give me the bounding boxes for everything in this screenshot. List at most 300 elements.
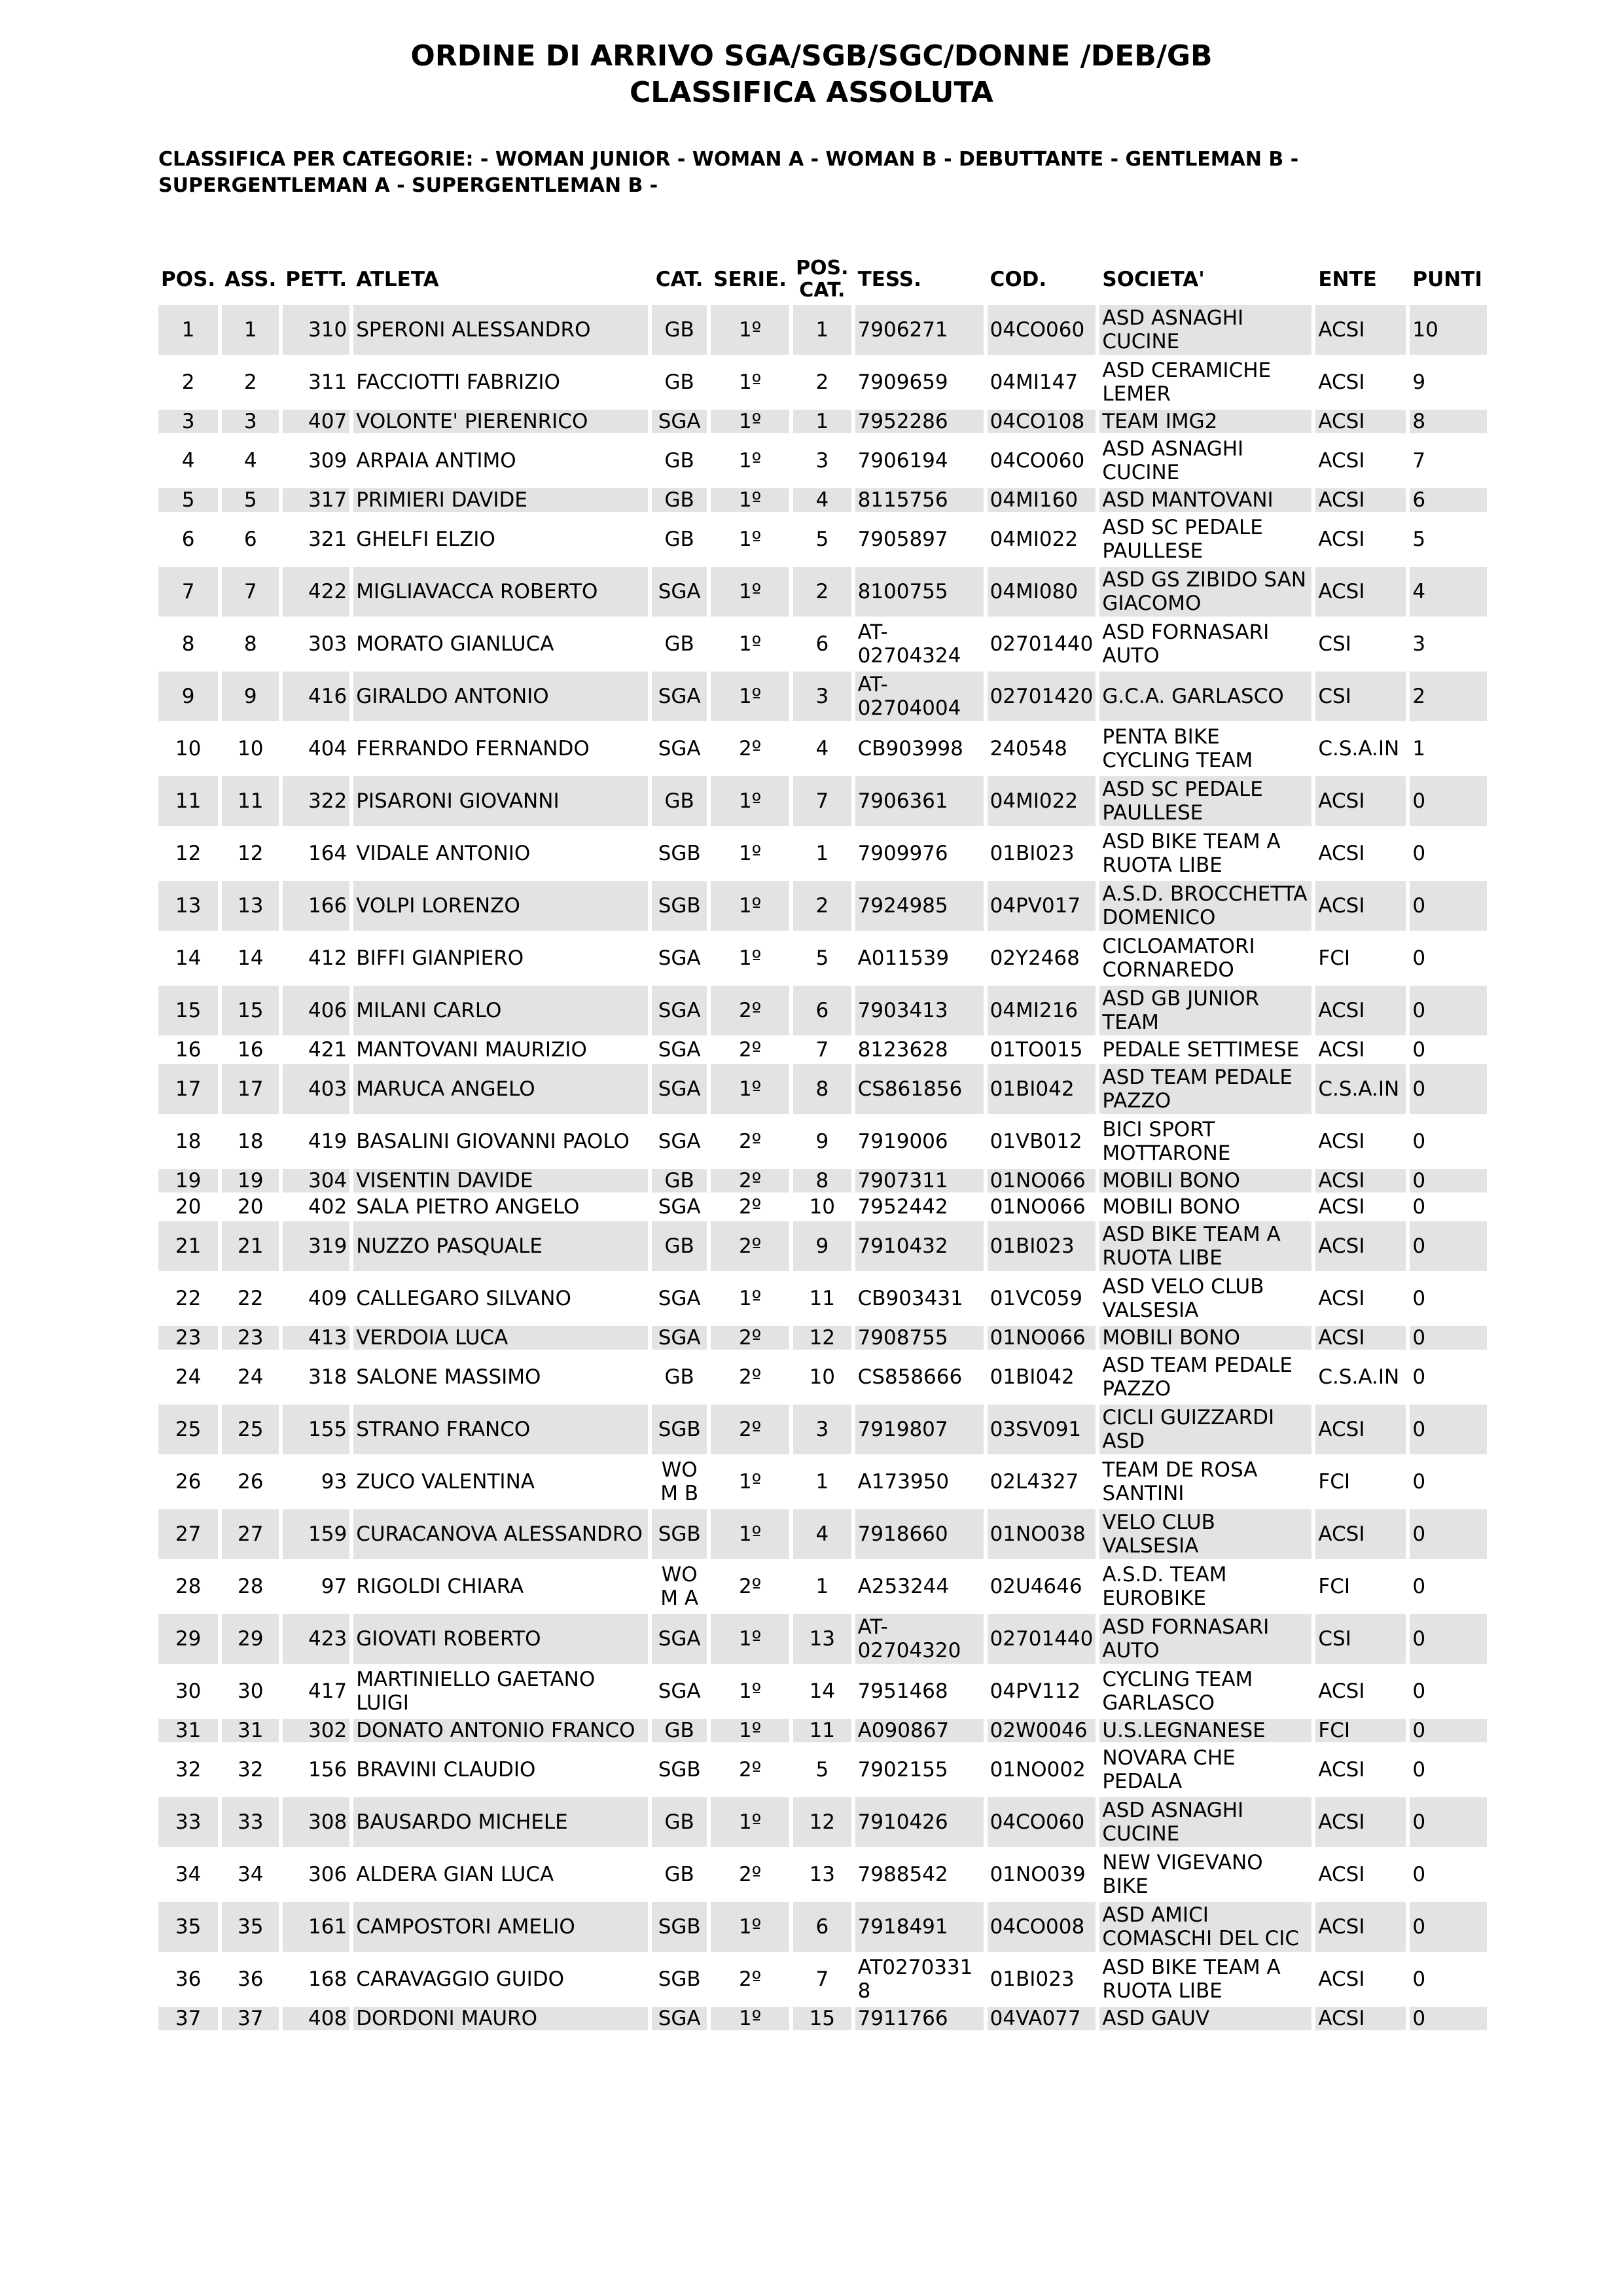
cell-pett: 317 bbox=[283, 488, 349, 512]
cell-atleta: BIFFI GIANPIERO bbox=[356, 946, 524, 970]
cell-cat: SGB bbox=[658, 842, 701, 865]
cell-pos: 20 bbox=[175, 1195, 202, 1219]
cell-pett: 416 bbox=[283, 672, 349, 721]
table-row bbox=[158, 567, 1487, 617]
table-row bbox=[158, 986, 1487, 1035]
cell-punti: 0 bbox=[1410, 1221, 1487, 1271]
cell-pett: 93 bbox=[321, 1470, 348, 1494]
cell-poscat: 10 bbox=[809, 1365, 836, 1389]
cell-tess: AT-02704320 bbox=[855, 1614, 984, 1664]
cell-pett: 310 bbox=[283, 305, 349, 355]
cell-ente: ACSI bbox=[1315, 2007, 1406, 2030]
cell-pos: 24 bbox=[175, 1365, 202, 1389]
cell-atleta: VOLPI LORENZO bbox=[353, 881, 648, 931]
cell-tess: 7918491 bbox=[855, 1902, 984, 1952]
col-header-cat: CAT. bbox=[655, 268, 704, 291]
cell-societa: ASD AMICI COMASCHI DEL CIC bbox=[1099, 1902, 1311, 1952]
cell-poscat: 1 bbox=[815, 842, 829, 865]
cell-pos: 18 bbox=[175, 1130, 202, 1153]
cell-punti: 0 bbox=[1412, 1287, 1426, 1310]
cell-punti: 0 bbox=[1410, 2007, 1487, 2030]
cell-pos: 31 bbox=[158, 1719, 218, 1742]
cell-tess: 7909659 bbox=[857, 370, 948, 394]
cell-pett: 407 bbox=[283, 410, 349, 433]
cell-pett: 168 bbox=[308, 1967, 348, 1991]
cell-societa: CICLI GUIZZARDI ASD bbox=[1099, 1405, 1311, 1454]
cell-pos: 28 bbox=[175, 1575, 202, 1598]
cell-ente: ACSI bbox=[1315, 776, 1406, 826]
cell-ass: 1 bbox=[222, 305, 279, 355]
cell-ass: 7 bbox=[222, 567, 279, 617]
cell-pos: 23 bbox=[158, 1326, 218, 1350]
cell-poscat: 12 bbox=[793, 1326, 851, 1350]
cell-societa: NEW VIGEVANO BIKE bbox=[1102, 1851, 1263, 1898]
cell-serie: 1º bbox=[711, 672, 789, 721]
cell-atleta: FACCIOTTI FABRIZIO bbox=[356, 370, 560, 394]
cell-atleta: FERRANDO FERNANDO bbox=[356, 737, 590, 761]
cell-punti: 0 bbox=[1410, 1326, 1487, 1350]
cell-poscat: 7 bbox=[793, 776, 851, 826]
cell-cat: SGA bbox=[658, 1679, 701, 1703]
cell-poscat: 9 bbox=[815, 1130, 829, 1153]
cell-pos: 22 bbox=[175, 1287, 202, 1310]
cell-ente: ACSI bbox=[1315, 410, 1406, 433]
cell-cat: GB bbox=[664, 1365, 694, 1389]
cell-ass: 2 bbox=[243, 370, 257, 394]
cell-punti: 0 bbox=[1410, 1169, 1487, 1193]
cell-cat: SGA bbox=[652, 986, 707, 1035]
cell-pos: 5 bbox=[158, 488, 218, 512]
table-row bbox=[158, 436, 1487, 486]
table-row bbox=[158, 1902, 1487, 1952]
cell-cod: 02701440 bbox=[988, 1614, 1096, 1664]
cell-cod: 01BI042 bbox=[990, 1365, 1075, 1389]
cell-serie: 2º bbox=[711, 1221, 789, 1271]
cell-cat: GB bbox=[652, 488, 707, 512]
cell-cod: 04PV112 bbox=[990, 1679, 1081, 1703]
cell-poscat: 12 bbox=[793, 1797, 851, 1847]
cell-societa: ASD GAUV bbox=[1099, 2007, 1311, 2030]
cell-atleta: CARAVAGGIO GUIDO bbox=[356, 1967, 564, 1991]
cell-ente: FCI bbox=[1318, 1470, 1350, 1494]
cell-ass: 34 bbox=[237, 1863, 264, 1886]
cell-punti: 0 bbox=[1412, 946, 1426, 970]
cell-pett: 412 bbox=[308, 946, 348, 970]
cell-pett: 402 bbox=[308, 1195, 348, 1219]
cell-punti: 0 bbox=[1410, 881, 1487, 931]
col-header-atleta: ATLETA bbox=[356, 268, 439, 291]
cell-pett: 417 bbox=[308, 1679, 348, 1703]
cell-punti: 10 bbox=[1410, 305, 1487, 355]
cell-ass: 31 bbox=[222, 1719, 279, 1742]
cell-cod: 02W0046 bbox=[988, 1719, 1096, 1742]
cell-pett: 413 bbox=[283, 1326, 349, 1350]
cell-pos: 1 bbox=[158, 305, 218, 355]
table-row bbox=[158, 1666, 1487, 1716]
cell-cod: 04MI022 bbox=[988, 776, 1096, 826]
cell-ass: 5 bbox=[222, 488, 279, 512]
cell-ente: CSI bbox=[1315, 672, 1406, 721]
cell-societa: ASD BIKE TEAM A RUOTA LIBE bbox=[1102, 830, 1281, 877]
cell-cod: 04MI080 bbox=[988, 567, 1096, 617]
cell-societa: MOBILI BONO bbox=[1099, 1169, 1311, 1193]
cell-cod: 02701420 bbox=[988, 672, 1096, 721]
cell-serie: 1º bbox=[738, 1470, 762, 1494]
cell-pos: 3 bbox=[158, 410, 218, 433]
cell-serie: 2º bbox=[738, 737, 762, 761]
table-row bbox=[158, 1614, 1487, 1664]
cell-serie: 1º bbox=[711, 2007, 789, 2030]
cell-pett: 306 bbox=[308, 1863, 348, 1886]
cell-cat: SGB bbox=[658, 1758, 701, 1782]
cell-cod: 01NO002 bbox=[990, 1758, 1086, 1782]
cell-ente: ACSI bbox=[1315, 305, 1406, 355]
cell-serie: 1º bbox=[711, 1614, 789, 1664]
cell-cod: 02U4646 bbox=[990, 1575, 1082, 1598]
cell-tess: 7911766 bbox=[855, 2007, 984, 2030]
cell-ente: ACSI bbox=[1315, 1509, 1406, 1559]
cell-cat: GB bbox=[664, 632, 694, 656]
cell-ass: 18 bbox=[237, 1130, 264, 1153]
cell-ente: ACSI bbox=[1315, 1221, 1406, 1271]
cell-ass: 30 bbox=[237, 1679, 264, 1703]
cell-atleta: DONATO ANTONIO FRANCO bbox=[353, 1719, 648, 1742]
cell-serie: 2º bbox=[738, 1130, 762, 1153]
cell-poscat: 5 bbox=[815, 946, 829, 970]
cell-ass: 8 bbox=[243, 632, 257, 656]
table-row bbox=[158, 1064, 1487, 1114]
cell-serie: 2º bbox=[738, 1863, 762, 1886]
cell-pett: 302 bbox=[283, 1719, 349, 1742]
cell-societa: ASD FORNASARI AUTO bbox=[1099, 1614, 1311, 1664]
cell-pett: 304 bbox=[283, 1169, 349, 1193]
table-row bbox=[158, 619, 1487, 669]
cell-ente: ACSI bbox=[1318, 1038, 1365, 1062]
cell-ass: 20 bbox=[237, 1195, 264, 1219]
cell-atleta: ZUCO VALENTINA bbox=[356, 1470, 535, 1494]
cell-cod: 01BI023 bbox=[990, 842, 1075, 865]
cell-poscat: 11 bbox=[809, 1287, 836, 1310]
cell-poscat: 14 bbox=[809, 1679, 836, 1703]
cell-cat: SGA bbox=[658, 737, 701, 761]
cell-ass: 28 bbox=[237, 1575, 264, 1598]
cell-cod: 01NO066 bbox=[988, 1169, 1096, 1193]
table-row bbox=[158, 1195, 1487, 1219]
cell-poscat: 5 bbox=[815, 1758, 829, 1782]
cell-punti: 0 bbox=[1412, 1038, 1426, 1062]
cell-poscat: 3 bbox=[793, 672, 851, 721]
cell-ass: 27 bbox=[222, 1509, 279, 1559]
cell-atleta: MARTINIELLO GAETANO LUIGI bbox=[356, 1668, 596, 1715]
cell-cod: 04CO108 bbox=[988, 410, 1096, 433]
cell-atleta: SALONE MASSIMO bbox=[356, 1365, 541, 1389]
cell-poscat: 3 bbox=[793, 1405, 851, 1454]
cell-ente: ACSI bbox=[1318, 528, 1365, 551]
cell-punti: 0 bbox=[1412, 1863, 1426, 1886]
cell-ente: ACSI bbox=[1318, 1679, 1365, 1703]
cell-cat: SGA bbox=[652, 2007, 707, 2030]
cell-cat: GB bbox=[664, 528, 694, 551]
table-row bbox=[158, 1221, 1487, 1271]
cell-pett: 308 bbox=[283, 1797, 349, 1847]
cell-punti: 0 bbox=[1412, 1758, 1426, 1782]
cell-pos: 25 bbox=[158, 1405, 218, 1454]
cell-pos: 37 bbox=[158, 2007, 218, 2030]
cell-ass: 9 bbox=[222, 672, 279, 721]
cell-pos: 13 bbox=[158, 881, 218, 931]
cell-pos: 2 bbox=[181, 370, 195, 394]
cell-cod: 02L4327 bbox=[990, 1470, 1079, 1494]
cell-cod: 01NO039 bbox=[990, 1863, 1086, 1886]
cell-atleta: CAMPOSTORI AMELIO bbox=[353, 1902, 648, 1952]
table-row bbox=[158, 1405, 1487, 1454]
cell-ente: ACSI bbox=[1315, 1405, 1406, 1454]
cell-poscat: 15 bbox=[793, 2007, 851, 2030]
cell-atleta: ARPAIA ANTIMO bbox=[356, 449, 516, 473]
cell-atleta: MARUCA ANGELO bbox=[353, 1064, 648, 1114]
cell-cod: 01NO038 bbox=[988, 1509, 1096, 1559]
col-header-societa: SOCIETA' bbox=[1102, 268, 1205, 291]
cell-pos: 12 bbox=[175, 842, 202, 865]
cell-ass: 4 bbox=[243, 449, 257, 473]
cell-ass: 11 bbox=[222, 776, 279, 826]
table-row bbox=[158, 1850, 1487, 1899]
cell-atleta: NUZZO PASQUALE bbox=[353, 1221, 648, 1271]
cell-cat: SGA bbox=[652, 1326, 707, 1350]
cell-punti: 0 bbox=[1410, 1509, 1487, 1559]
cell-tess: 7910426 bbox=[855, 1797, 984, 1847]
table-row bbox=[158, 672, 1487, 721]
cell-cat: SGB bbox=[652, 881, 707, 931]
cell-punti: 0 bbox=[1410, 776, 1487, 826]
cell-pett: 309 bbox=[308, 449, 348, 473]
cell-tess: 7906361 bbox=[855, 776, 984, 826]
cell-punti: 0 bbox=[1412, 1679, 1426, 1703]
cell-poscat: 5 bbox=[815, 528, 829, 551]
cell-pos: 29 bbox=[158, 1614, 218, 1664]
cell-pett: 423 bbox=[283, 1614, 349, 1664]
cell-pett: 161 bbox=[283, 1902, 349, 1952]
cell-pos: 26 bbox=[175, 1470, 202, 1494]
cell-pos: 32 bbox=[175, 1758, 202, 1782]
cell-cod: 04CO060 bbox=[988, 1797, 1096, 1847]
cell-pett: 321 bbox=[308, 528, 348, 551]
cell-tess: 7924985 bbox=[855, 881, 984, 931]
cell-ente: C.S.A.IN bbox=[1318, 737, 1400, 761]
cell-punti: 0 bbox=[1410, 1614, 1487, 1664]
cell-ass: 23 bbox=[222, 1326, 279, 1350]
cell-atleta: STRANO FRANCO bbox=[353, 1405, 648, 1454]
col-header-pos: POS. bbox=[161, 268, 216, 291]
cell-ente: ACSI bbox=[1315, 986, 1406, 1035]
cell-pett: 164 bbox=[308, 842, 348, 865]
cell-tess: CB903998 bbox=[857, 737, 963, 761]
cell-atleta: RIGOLDI CHIARA bbox=[356, 1575, 524, 1598]
cell-cod: 04CO008 bbox=[988, 1902, 1096, 1952]
cell-ente: CSI bbox=[1315, 1614, 1406, 1664]
table-row bbox=[158, 881, 1487, 931]
cell-societa: ASD TEAM PEDALE PAZZO bbox=[1099, 1064, 1311, 1114]
cell-cod: 04MI216 bbox=[988, 986, 1096, 1035]
cell-punti: 3 bbox=[1412, 632, 1426, 656]
cell-pett: 97 bbox=[321, 1575, 348, 1598]
cell-atleta: GIRALDO ANTONIO bbox=[353, 672, 648, 721]
cell-cat: SGB bbox=[652, 1902, 707, 1952]
cell-serie: 1º bbox=[711, 1902, 789, 1952]
cell-atleta: MIGLIAVACCA ROBERTO bbox=[353, 567, 648, 617]
cell-punti: 1 bbox=[1412, 737, 1426, 761]
cell-serie: 2º bbox=[711, 986, 789, 1035]
cell-punti: 9 bbox=[1412, 370, 1426, 394]
cell-atleta: SPERONI ALESSANDRO bbox=[353, 305, 648, 355]
table-header-row bbox=[158, 257, 1487, 302]
cell-serie: 1º bbox=[711, 305, 789, 355]
col-header-pett: PETT. bbox=[285, 268, 348, 291]
cell-pett: 422 bbox=[283, 567, 349, 617]
cell-tess: 8115756 bbox=[855, 488, 984, 512]
cell-atleta: VIDALE ANTONIO bbox=[356, 842, 531, 865]
cell-pos: 21 bbox=[158, 1221, 218, 1271]
cell-ente: ACSI bbox=[1315, 1326, 1406, 1350]
cell-atleta: VISENTIN DAVIDE bbox=[353, 1169, 648, 1193]
cell-poscat: 1 bbox=[793, 305, 851, 355]
cell-pett: 155 bbox=[283, 1405, 349, 1454]
cell-poscat: 13 bbox=[809, 1863, 836, 1886]
cell-cat: GB bbox=[652, 1797, 707, 1847]
cell-punti: 6 bbox=[1410, 488, 1487, 512]
cell-serie: 1º bbox=[738, 449, 762, 473]
cell-ass: 22 bbox=[237, 1287, 264, 1310]
cell-tess: AT02703318 bbox=[857, 1956, 973, 2003]
cell-cod: 04MI022 bbox=[990, 528, 1079, 551]
cell-tess: 7952286 bbox=[855, 410, 984, 433]
cell-serie: 2º bbox=[738, 1365, 762, 1389]
cell-cod: 04MI160 bbox=[988, 488, 1096, 512]
cell-pos: 17 bbox=[158, 1064, 218, 1114]
cell-tess: 7902155 bbox=[857, 1758, 948, 1782]
cell-serie: 2º bbox=[711, 1169, 789, 1193]
cell-serie: 1º bbox=[711, 881, 789, 931]
table-row bbox=[158, 1326, 1487, 1350]
cell-ente: ACSI bbox=[1318, 1287, 1365, 1310]
cell-serie: 1º bbox=[738, 528, 762, 551]
cell-punti: 7 bbox=[1412, 449, 1426, 473]
cell-cat: SGA bbox=[652, 567, 707, 617]
cell-ass: 26 bbox=[237, 1470, 264, 1494]
cell-poscat: 6 bbox=[793, 986, 851, 1035]
cell-societa: U.S.LEGNANESE bbox=[1099, 1719, 1311, 1742]
cell-cat: GB bbox=[652, 1719, 707, 1742]
cell-cod: 240548 bbox=[990, 737, 1067, 761]
cell-poscat: 2 bbox=[793, 881, 851, 931]
cell-poscat: 8 bbox=[793, 1169, 851, 1193]
table-row bbox=[158, 1274, 1487, 1323]
cell-atleta: MORATO GIANLUCA bbox=[356, 632, 554, 656]
cell-poscat: 13 bbox=[793, 1614, 851, 1664]
cell-ente: ACSI bbox=[1318, 370, 1365, 394]
cell-cat: SGB bbox=[658, 1967, 701, 1991]
cell-ente: ACSI bbox=[1315, 488, 1406, 512]
cell-pett: 311 bbox=[308, 370, 348, 394]
cell-cat: SGB bbox=[652, 1405, 707, 1454]
cell-atleta: VOLONTE' PIERENRICO bbox=[353, 410, 648, 433]
col-header-poscat: POS. CAT. bbox=[796, 257, 849, 302]
cell-cod: 02Y2468 bbox=[990, 946, 1080, 970]
cell-atleta: ALDERA GIAN LUCA bbox=[356, 1863, 554, 1886]
cell-societa: MOBILI BONO bbox=[1102, 1195, 1240, 1219]
cell-societa: G.C.A. GARLASCO bbox=[1099, 672, 1311, 721]
cell-serie: 2º bbox=[738, 1195, 762, 1219]
cell-cat: GB bbox=[652, 1169, 707, 1193]
cell-tess: AT-02704324 bbox=[857, 620, 961, 668]
cell-serie: 1º bbox=[738, 1287, 762, 1310]
cell-cat: SGA bbox=[652, 1614, 707, 1664]
cell-societa: BICI SPORT MOTTARONE bbox=[1102, 1118, 1231, 1165]
cell-punti: 0 bbox=[1412, 1130, 1426, 1153]
cell-serie: 1º bbox=[738, 842, 762, 865]
cell-atleta: VERDOIA LUCA bbox=[353, 1326, 648, 1350]
cell-serie: 1º bbox=[711, 567, 789, 617]
cell-punti: 0 bbox=[1412, 1575, 1426, 1598]
cell-pett: 303 bbox=[308, 632, 348, 656]
cell-atleta: MILANI CARLO bbox=[353, 986, 648, 1035]
cell-ente: FCI bbox=[1318, 1575, 1350, 1598]
cell-serie: 2º bbox=[738, 1967, 762, 1991]
cell-tess: 7909976 bbox=[857, 842, 948, 865]
cell-societa: A.S.D. BROCCHETTA DOMENICO bbox=[1099, 881, 1311, 931]
cell-ass: 13 bbox=[222, 881, 279, 931]
cell-ente: FCI bbox=[1315, 1719, 1406, 1742]
cell-atleta: CURACANOVA ALESSANDRO bbox=[353, 1509, 648, 1559]
cell-cat: SGA bbox=[658, 1287, 701, 1310]
cell-pos: 30 bbox=[175, 1679, 202, 1703]
cell-pett: 406 bbox=[283, 986, 349, 1035]
cell-societa: MOBILI BONO bbox=[1099, 1326, 1311, 1350]
cell-cod: 02701440 bbox=[990, 632, 1094, 656]
cell-pos: 27 bbox=[158, 1509, 218, 1559]
cell-cat: GB bbox=[664, 449, 694, 473]
cell-societa: PENTA BIKE CYCLING TEAM bbox=[1102, 725, 1253, 772]
table-row bbox=[158, 1509, 1487, 1559]
cell-pos: 4 bbox=[181, 449, 195, 473]
cell-tess: 7952442 bbox=[857, 1195, 948, 1219]
cell-ass: 14 bbox=[237, 946, 264, 970]
cell-pos: 10 bbox=[175, 737, 202, 761]
cell-tess: 7903413 bbox=[855, 986, 984, 1035]
cell-serie: 2º bbox=[738, 1758, 762, 1782]
cell-cod: 04CO060 bbox=[990, 449, 1085, 473]
cell-serie: 1º bbox=[711, 1719, 789, 1742]
cell-societa: TEAM IMG2 bbox=[1099, 410, 1311, 433]
cell-ass: 24 bbox=[237, 1365, 264, 1389]
cell-ente: ACSI bbox=[1318, 1130, 1365, 1153]
cell-punti: 8 bbox=[1410, 410, 1487, 433]
cell-serie: 1º bbox=[711, 1064, 789, 1114]
cell-tess: 7918660 bbox=[855, 1509, 984, 1559]
cell-societa: ASD ASNAGHI CUCINE bbox=[1099, 305, 1311, 355]
cell-ente: CSI bbox=[1318, 632, 1351, 656]
table-row bbox=[158, 1169, 1487, 1193]
cell-ass: 25 bbox=[222, 1405, 279, 1454]
cell-ass: 37 bbox=[222, 2007, 279, 2030]
cell-ente: ACSI bbox=[1318, 1758, 1365, 1782]
table-row bbox=[158, 1117, 1487, 1166]
cell-tess: 8100755 bbox=[855, 567, 984, 617]
cell-punti: 0 bbox=[1412, 842, 1426, 865]
cell-pett: 409 bbox=[308, 1287, 348, 1310]
cell-tess: CS858666 bbox=[857, 1365, 963, 1389]
cell-serie: 1º bbox=[711, 776, 789, 826]
